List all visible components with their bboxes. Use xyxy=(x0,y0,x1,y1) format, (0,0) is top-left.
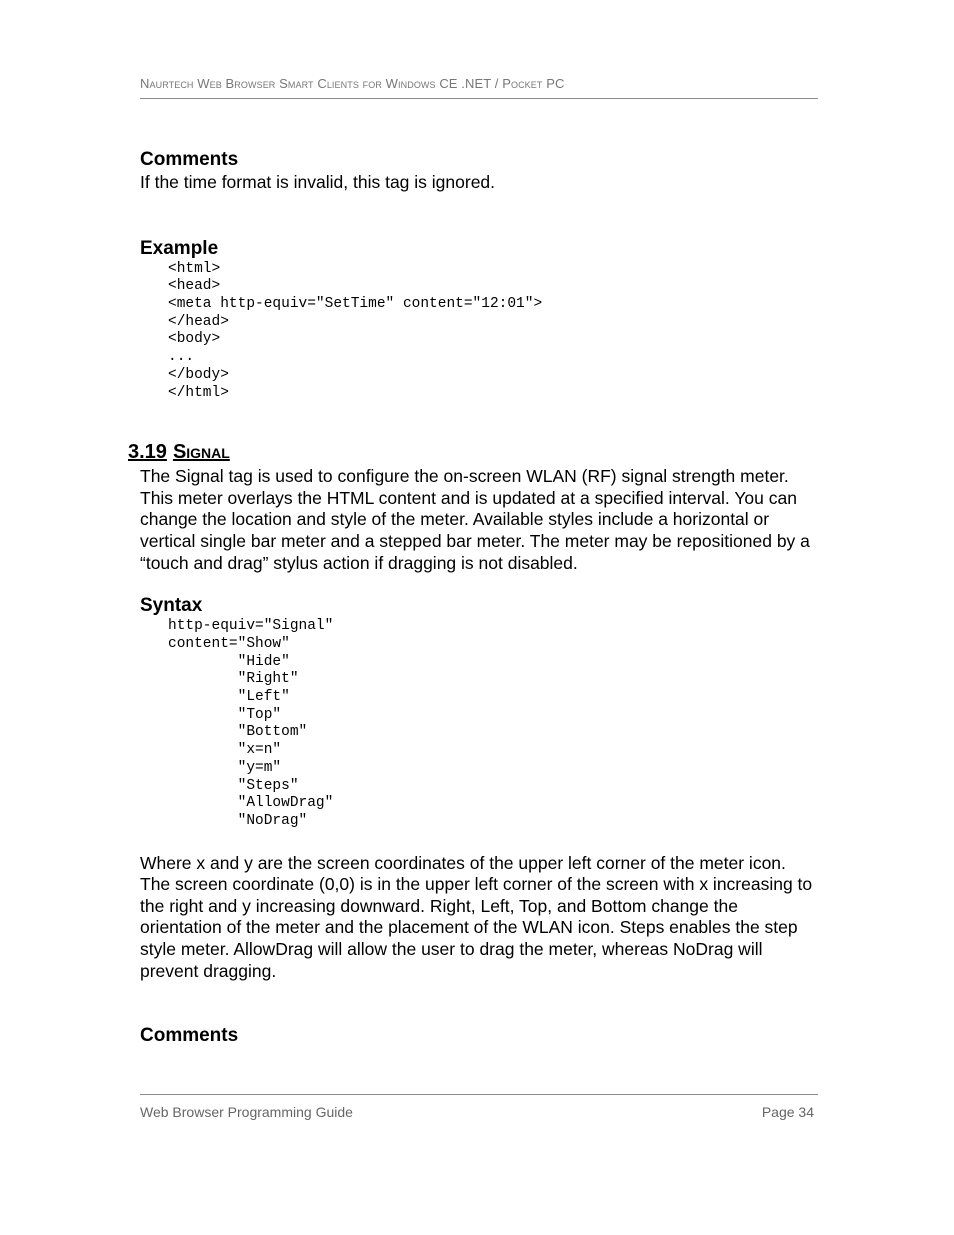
comments-heading: Comments xyxy=(140,149,239,170)
footer-page-number: Page 34 xyxy=(761,1104,814,1120)
page-footer xyxy=(140,1094,818,1120)
syntax-description: Where x and y are the screen coordinates of the upper left corner of the meter icon. The screen coordinate (0,0) is in the upper left corner of the screen with x increasing to the right and y increasing downward. Right, Left, Top, and Bottom change the orientation of the meter and the placement of the WLAN icon. Steps enables the step style meter. AllowDrag will allow the user to drag the meter, whereas NoDrag will prevent dragging. xyxy=(140,852,813,981)
comments-text: If the time format is invalid, this tag is ignored. xyxy=(140,172,496,192)
comments-heading-2: Comments xyxy=(140,1025,239,1047)
example-heading: Example xyxy=(140,237,219,259)
section-title: Signal xyxy=(172,441,230,464)
example-code-block: <html> <head> <meta http-equiv="SetTime" content="12:01"> </head> <body> ... </body> </html> xyxy=(168,260,543,401)
section-intro: The Signal tag is used to configure the on-screen WLAN (RF) signal strength meter. This meter overlays the HTML content and is updated at a specified interval. You can change the location and style of the meter. Available styles include a horizontal or vertical single bar meter and a stepped bar meter. The meter may be repositioned by a “touch and drag” stylus action if dragging is not disabled. xyxy=(140,466,810,573)
page-header xyxy=(140,76,818,99)
syntax-heading: Syntax xyxy=(140,595,203,617)
footer-guide-title: Web Browser Programming Guide xyxy=(140,1104,353,1120)
section-number: 3.19 xyxy=(128,441,167,464)
section-heading xyxy=(128,439,820,465)
page-content xyxy=(128,148,820,1048)
syntax-code-block: http-equiv="Signal" content="Show" "Hide" "Right" "Left" "Top" "Bottom" "x=n" "y=m" "Steps" "AllowDrag" "NoDrag" xyxy=(168,618,334,829)
header-title: Naurtech Web Browser Smart Clients for Windows CE .NET / Pocket PC xyxy=(140,76,565,91)
